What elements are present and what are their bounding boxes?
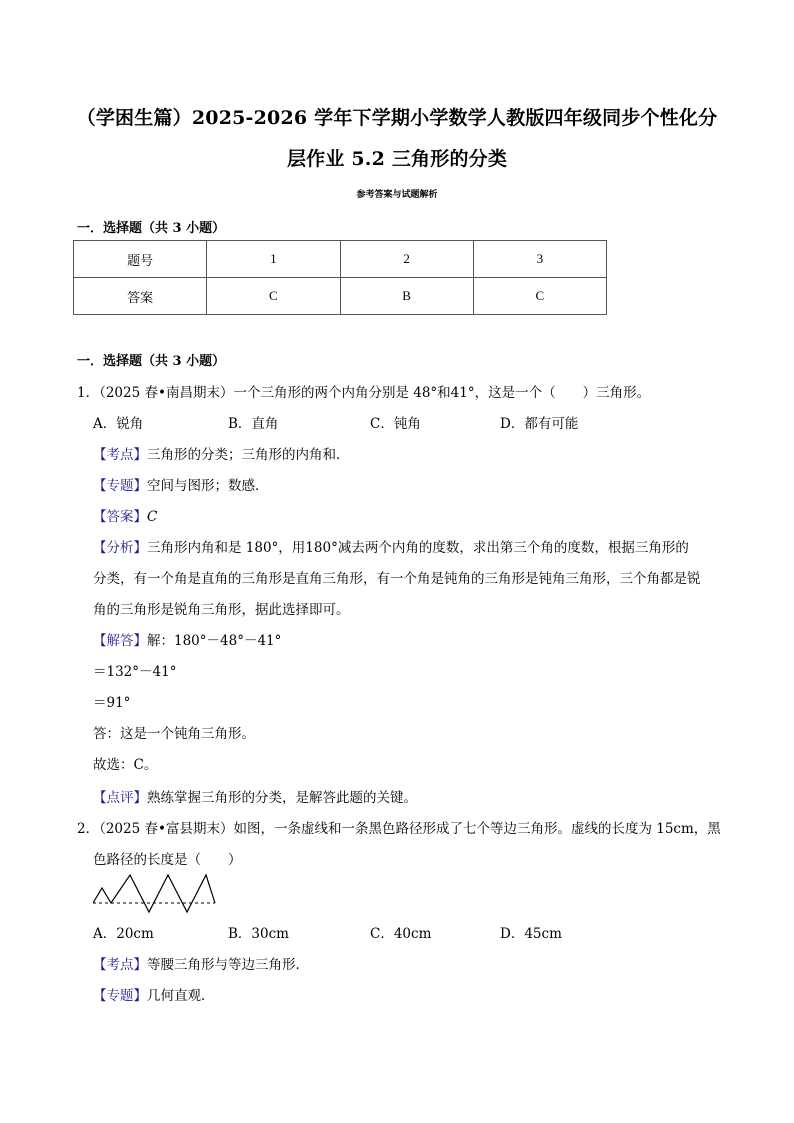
q2-option-c: C．40cm — [370, 926, 432, 942]
dianping-tag: 【点评】 — [93, 790, 147, 806]
kaodian-text: 三角形的分类；三角形的内角和． — [147, 447, 350, 463]
q1-option-c: C．钝角 — [370, 416, 421, 432]
section-heading-questions: 一．选择题（共 3 小题） — [77, 354, 226, 369]
table-cell: B — [340, 278, 473, 315]
q1-option-b: B．直角 — [228, 416, 279, 432]
dianping-text: 熟练掌握三角形的分类，是解答此题的关键。 — [147, 790, 417, 806]
jieda-tag: 【解答】 — [93, 633, 147, 649]
q1-jieda — [93, 629, 281, 649]
q1-zhuanti — [93, 474, 269, 494]
document-subtitle: 参考答案与试题解析 — [356, 190, 438, 200]
kaodian-tag: 【考点】 — [93, 447, 147, 463]
q1-fenxi-line1 — [93, 536, 689, 556]
table-cell: 2 — [340, 241, 473, 278]
table-cell: 1 — [207, 241, 340, 278]
q2-zhuanti — [93, 984, 215, 1004]
q2-kaodian — [93, 953, 309, 973]
table-row — [74, 241, 607, 278]
table-row — [74, 278, 607, 315]
q1-step1: ＝132°－41° — [93, 664, 177, 680]
daan-text: C — [147, 509, 158, 525]
q2-stem-line1: 2．（2025 春•富县期末）如图，一条虚线和一条黑色路径形成了七个等边三角形。虚线的长度为 15cm，黑 — [77, 821, 721, 837]
q1-fenxi-line2: 分类，有一个角是直角的三角形是直角三角形，有一个角是钝角的三角形是钝角三角形，三个角都是锐 — [93, 571, 701, 587]
q2-option-d: D．45cm — [500, 926, 562, 942]
q1-stem: 1．（2025 春•南昌期末）一个三角形的两个内角分别是 48°和41°，这是一个（ ）三角形。 — [77, 385, 651, 401]
q2-option-a: A．20cm — [93, 926, 154, 942]
zhuanti-tag: 【专题】 — [93, 988, 147, 1004]
zhuanti-text: 空间与图形；数感． — [147, 478, 269, 494]
q1-step2: ＝91° — [93, 695, 131, 711]
daan-tag: 【答案】 — [93, 509, 147, 525]
document-title-line1: （学困生篇）2025-2026 学年下学期小学数学人教版四年级同步个性化分 — [76, 107, 718, 129]
zigzag-triangles-figure — [93, 873, 217, 915]
table-cell: 答案 — [74, 278, 207, 315]
kaodian-text: 等腰三角形与等边三角形． — [147, 957, 309, 973]
answer-table — [73, 240, 607, 315]
q2-option-b: B．30cm — [228, 926, 289, 942]
table-cell: 题号 — [74, 241, 207, 278]
q1-choice-line: 故选：C。 — [93, 757, 158, 773]
q1-daan — [93, 505, 157, 525]
q2-stem-line2: 色路径的长度是（ ） — [93, 852, 242, 868]
section-heading-answers: 一．选择题（共 3 小题） — [77, 221, 226, 236]
q1-option-a: A．锐角 — [93, 416, 144, 432]
table-cell: C — [473, 278, 606, 315]
q1-dianping — [93, 786, 417, 806]
document-title-line2: 层作业 5.2 三角形的分类 — [286, 148, 508, 170]
fenxi-text: 三角形内角和是 180°，用180°减去两个内角的度数，求出第三个角的度数，根据三角形的 — [147, 540, 689, 556]
q1-answer-line: 答：这是一个钝角三角形。 — [93, 726, 255, 742]
q1-kaodian — [93, 443, 350, 463]
black-path — [93, 875, 215, 912]
fenxi-tag: 【分析】 — [93, 540, 147, 556]
jieda-text: 解：180°－48°－41° — [147, 633, 282, 649]
zhuanti-text: 几何直观． — [147, 988, 215, 1004]
kaodian-tag: 【考点】 — [93, 957, 147, 973]
q1-option-d: D．都有可能 — [500, 416, 579, 432]
table-cell: 3 — [473, 241, 606, 278]
q1-fenxi-line3: 角的三角形是锐角三角形，据此选择即可。 — [93, 602, 350, 618]
table-cell: C — [207, 278, 340, 315]
zhuanti-tag: 【专题】 — [93, 478, 147, 494]
